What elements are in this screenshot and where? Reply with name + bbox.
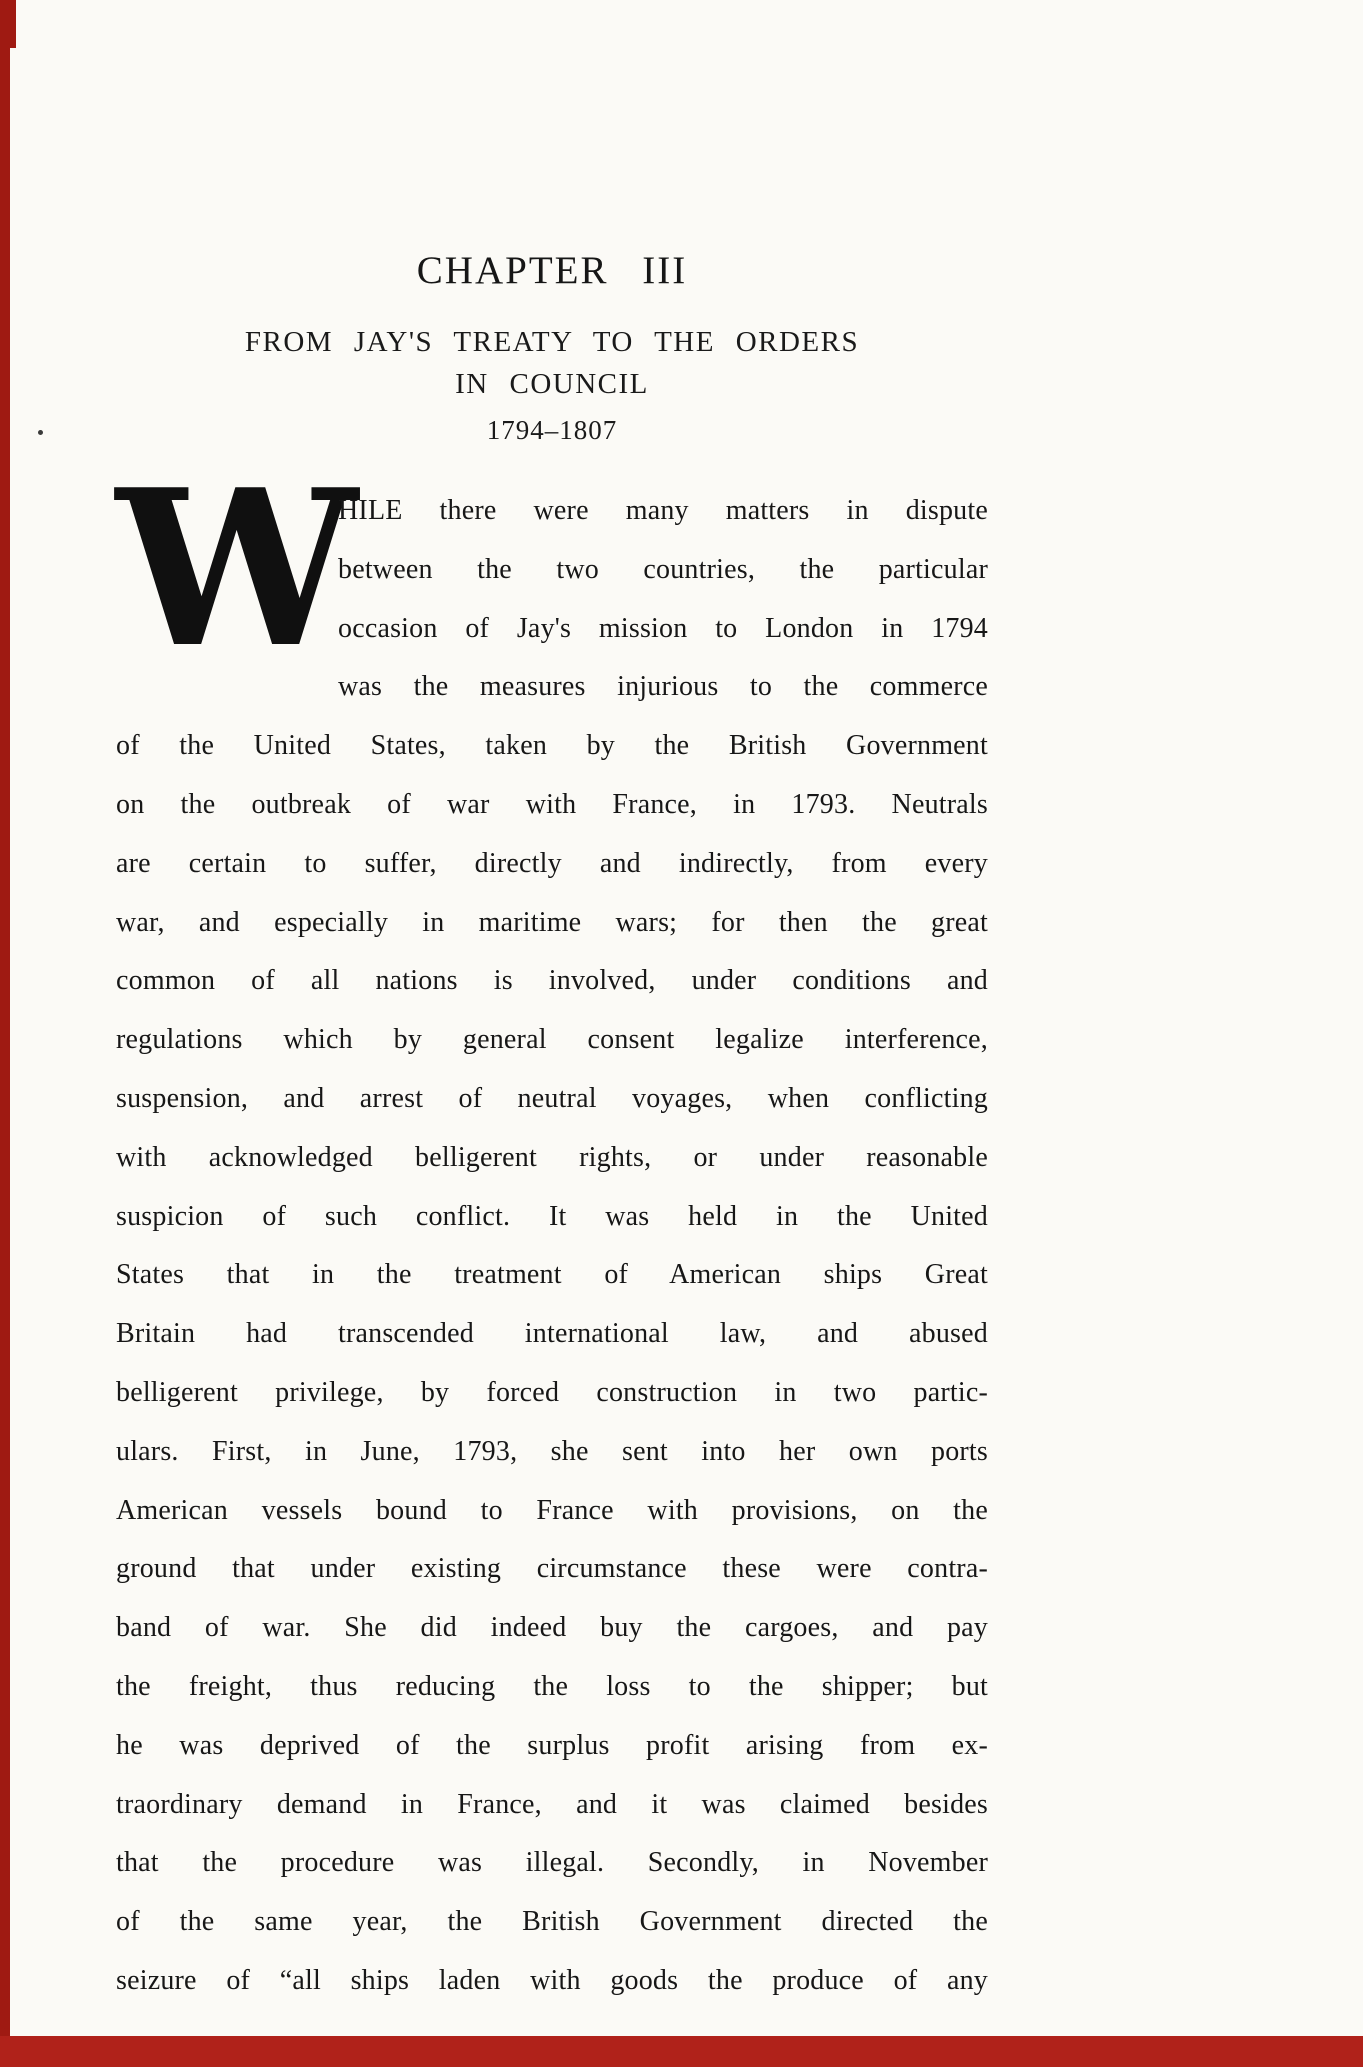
scan-edge-left-notch [0, 0, 16, 48]
chapter-subtitle-line2: IN COUNCIL [455, 368, 649, 400]
text-line: war, and especially in maritime wars; for then the great [116, 906, 988, 938]
text-line: ulars. First, in June, 1793, she sent into her own ports [116, 1435, 988, 1467]
text-line: belligerent privilege, by forced construction in two partic- [116, 1376, 988, 1408]
text-line: HILE there were many matters in dispute [338, 495, 988, 526]
body-paragraph [116, 442, 988, 2011]
text-line: that the procedure was illegal. Secondly, in November [116, 1847, 988, 1879]
text-line: Britain had transcended international law, and abused [116, 1318, 988, 1350]
scan-edge-left [0, 0, 10, 2067]
chapter-subtitle-line1: FROM JAY'S TREATY TO THE ORDERS [244, 326, 860, 358]
text-line: seizure of “all ships laden with goods the produce of any [116, 1964, 988, 1996]
text-line: suspension, and arrest of neutral voyages, when conflicting [116, 1082, 988, 1114]
text-line: he was deprived of the surplus profit arising from ex- [116, 1729, 988, 1761]
text-line: of the United States, taken by the British Government [116, 730, 988, 762]
chapter-heading: CHAPTER III [416, 249, 688, 292]
chapter-subtitle [116, 321, 988, 405]
text-line: suspicion of such conflict. It was held in the United [116, 1200, 988, 1232]
text-line: ground that under existing circumstance these were contra- [116, 1553, 988, 1585]
scan-edge-bottom [0, 2036, 1363, 2067]
text-line: with acknowledged belligerent rights, or under reasonable [116, 1141, 988, 1173]
text-line: regulations which by general consent legalize interference, [116, 1024, 988, 1056]
text-line: band of war. She did indeed buy the cargoes, and pay [116, 1612, 988, 1644]
drop-cap-letter: W [116, 442, 358, 695]
text-line: the freight, thus reducing the loss to the shipper; but [116, 1670, 988, 1702]
text-line: of the same year, the British Government directed the [116, 1906, 988, 1938]
text-line: occasion of Jay's mission to London in 1794 [338, 612, 988, 644]
text-line: traordinary demand in France, and it was claimed besides [116, 1788, 988, 1820]
text-line: between the two countries, the particular [338, 553, 988, 585]
paragraph-lines [116, 442, 988, 2011]
text-line: American vessels bound to France with provisions, on the [116, 1494, 988, 1526]
text-line: are certain to suffer, directly and indirectly, from every [116, 847, 988, 879]
text-line: on the outbreak of war with France, in 1793. Neutrals [116, 788, 988, 820]
text-line: States that in the treatment of American ships Great [116, 1259, 988, 1291]
scan-speck [38, 430, 43, 435]
date-range: 1794–1807 [486, 415, 618, 445]
page-content [116, 0, 988, 2011]
text-line: was the measures injurious to the commerce [338, 671, 988, 703]
text-line: common of all nations is involved, under conditions and [116, 965, 988, 997]
